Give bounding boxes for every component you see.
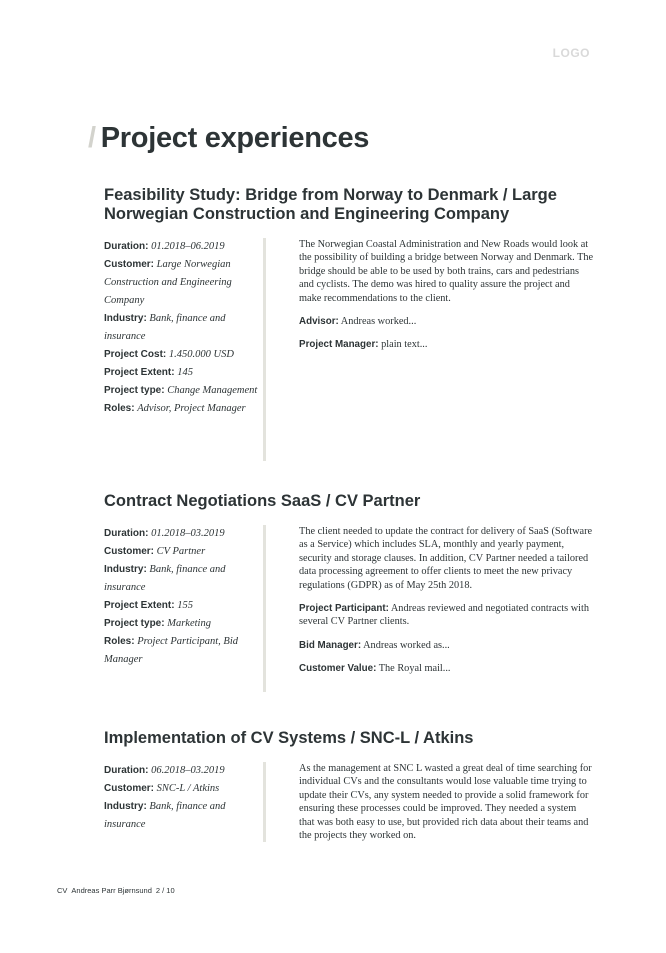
project-title: Contract Negotiations SaaS / CV Partner xyxy=(104,492,421,510)
project-title: Feasibility Study: Bridge from Norway to Denmark / Large Norwegian Construction and Engineering Company xyxy=(104,186,557,223)
project-meta xyxy=(104,525,263,692)
project-section xyxy=(104,186,594,461)
meta-industry: Industry: Bank, finance and insurance xyxy=(104,313,226,342)
project-section xyxy=(104,729,594,842)
page-title xyxy=(88,122,369,155)
company-logo: LOGO xyxy=(552,46,590,60)
project-section xyxy=(104,492,594,692)
page-title-text: Project experiences xyxy=(100,122,370,154)
meta-customer: Customer: CV Partner xyxy=(104,546,206,557)
description-paragraph: Customer Value: The Royal mail... xyxy=(299,663,451,675)
column-divider xyxy=(263,762,266,842)
description-paragraph: The Norwegian Coastal Administration and New Roads would look at the possibility of building a bridge between Norway and Denmark. The bridge should be able to be used by both trains, cars and pedestrians and cyclists. The demo was hired to quality assure the project and make recommendations to the client. xyxy=(299,239,594,304)
project-description xyxy=(299,525,594,692)
meta-duration: Duration: 01.2018–03.2019 xyxy=(104,528,225,539)
meta-project-extent: Project Extent: 145 xyxy=(104,367,193,378)
project-description xyxy=(299,238,594,461)
meta-customer: Customer: Large Norwegian Construction and Engineering Company xyxy=(104,259,232,306)
column-divider xyxy=(263,238,266,461)
description-paragraph: Project Manager: plain text... xyxy=(299,339,428,351)
project-meta xyxy=(104,238,263,461)
footer-person-name: Andreas Parr Bjørnsund xyxy=(71,886,152,895)
meta-project-type: Project type: Marketing xyxy=(104,618,211,629)
column-divider xyxy=(263,525,266,692)
meta-industry: Industry: Bank, finance and insurance xyxy=(104,801,226,830)
description-paragraph: Advisor: Andreas worked... xyxy=(299,316,417,328)
meta-customer: Customer: SNC-L / Atkins xyxy=(104,783,220,794)
meta-project-cost: Project Cost: 1.450.000 USD xyxy=(104,349,234,360)
project-meta xyxy=(104,762,263,842)
project-title: Implementation of CV Systems / SNC-L / Atkins xyxy=(104,729,474,747)
description-paragraph: Bid Manager: Andreas worked as... xyxy=(299,639,450,651)
meta-project-extent: Project Extent: 155 xyxy=(104,600,193,611)
meta-duration: Duration: 01.2018–06.2019 xyxy=(104,241,225,252)
page-footer xyxy=(57,886,179,895)
description-paragraph: Project Participant: Andreas reviewed and negotiated contracts with several CV Partner clients. xyxy=(299,603,590,628)
footer-page-number: 2 / 10 xyxy=(155,886,175,895)
description-paragraph: As the management at SNC L wasted a great deal of time searching for individual CVs and the consultants would lose valuable time trying to update their CVs, any system needed to provide a solid framework for ensuring these processes could be improved. They needed a system that was both easy to use, but provided rich data about their teams and the projects they worked on. xyxy=(299,763,592,842)
project-description xyxy=(299,762,594,842)
footer-doc-label: CV xyxy=(57,886,68,895)
meta-industry: Industry: Bank, finance and insurance xyxy=(104,564,226,593)
meta-roles: Roles: Project Participant, Bid Manager xyxy=(104,636,238,665)
meta-project-type: Project type: Change Management xyxy=(104,385,258,396)
meta-duration: Duration: 06.2018–03.2019 xyxy=(104,765,225,776)
meta-roles: Roles: Advisor, Project Manager xyxy=(104,403,246,414)
title-slash: / xyxy=(88,122,96,154)
description-paragraph: The client needed to update the contract for delivery of SaaS (Software as a Service) which includes SLA, monthly and yearly payment, security and storage clauses. In addition, CV Partner needed a tailored data processing agreement to offer clients to meet the new privacy regulations (GDPR) as of May 25th 2018. xyxy=(299,526,593,591)
